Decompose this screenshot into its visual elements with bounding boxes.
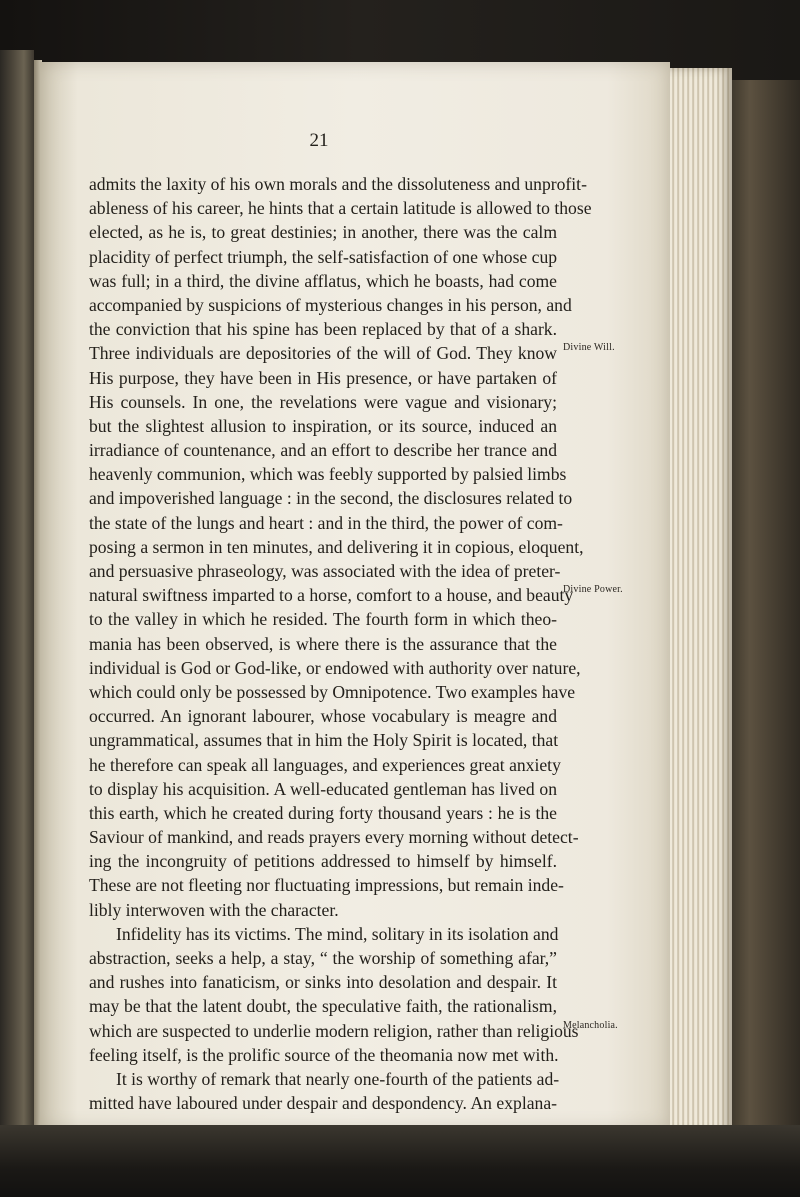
text-line: His counsels. In one, the revelations were vague and visionary; bbox=[89, 391, 557, 412]
text-line: this earth, which he created during forty thousand years : he is the bbox=[89, 802, 557, 823]
text-line: to display his acquisition. A well-educated gentleman has lived on bbox=[89, 778, 557, 799]
text-line: and impoverished language : in the second, the disclosures related to bbox=[89, 488, 573, 509]
left-binding bbox=[0, 50, 34, 1140]
text-line: posing a sermon in ten minutes, and delivering it in copious, eloquent, bbox=[89, 536, 584, 557]
text-line: irradiance of countenance, and an effort to describe her trance and bbox=[89, 440, 557, 461]
text-line: and persuasive phraseology, was associated with the idea of preter- bbox=[89, 561, 561, 581]
text-line: feeling itself, is the prolific source of the theomania now met with. bbox=[89, 1044, 559, 1065]
text-line: libly interwoven with the character. bbox=[89, 899, 339, 920]
text-line: accompanied by suspicions of mysterious changes in his person, and bbox=[89, 294, 572, 315]
stacked-page-edges bbox=[660, 68, 732, 1133]
text-line: he therefore can speak all languages, and experiences great anxiety bbox=[89, 754, 561, 775]
text-line: mania has been observed, is where there is the assurance that the bbox=[89, 633, 557, 654]
text-line: was full; in a third, the divine afflatus, which he boasts, had come bbox=[89, 270, 557, 291]
side-note-divine-will: Divine Will. bbox=[563, 342, 615, 353]
text-line: the state of the lungs and heart : and in the third, the power of com- bbox=[89, 512, 563, 533]
text-line: placidity of perfect triumph, the self-satisfaction of one whose cup bbox=[89, 246, 558, 267]
text-line: mitted have laboured under despair and despondency. An explana- bbox=[89, 1093, 557, 1114]
text-line: These are not fleeting nor fluctuating impressions, but remain inde- bbox=[89, 875, 564, 896]
side-note-divine-power: Divine Power. bbox=[563, 584, 623, 595]
text-line: heavenly communion, which was feebly supported by palsied limbs bbox=[89, 464, 567, 485]
text-line: but the slightest allusion to inspiration, or its source, induced an bbox=[89, 415, 557, 436]
text-line: abstraction, seeks a help, a stay, “ the worship of something afar,” bbox=[89, 948, 557, 968]
text-line: ableness of his career, he hints that a certain latitude is allowed to those bbox=[89, 198, 592, 219]
text-line: natural swiftness imparted to a horse, comfort to a house, and beauty bbox=[89, 585, 574, 606]
text-line: ing the incongruity of petitions addressed to himself by himself. bbox=[89, 851, 557, 872]
right-cover bbox=[728, 80, 800, 1140]
bottom-shadow bbox=[0, 1125, 800, 1197]
text-line: His purpose, they have been in His presence, or have partaken of bbox=[89, 367, 557, 388]
side-note-melancholia: Melancholia. bbox=[563, 1020, 618, 1031]
text-line: Three individuals are depositories of the will of God. They know bbox=[89, 343, 557, 364]
text-line: and rushes into fanaticism, or sinks into desolation and despair. It bbox=[89, 972, 557, 993]
text-line: elected, as he is, to great destinies; in another, there was the calm bbox=[89, 222, 557, 243]
text-line: Saviour of mankind, and reads prayers every morning without detect- bbox=[89, 827, 579, 848]
text-line: may be that the latent doubt, the speculative faith, the rationalism, bbox=[89, 996, 557, 1017]
text-line: individual is God or God-like, or endowed with authority over nature, bbox=[89, 657, 581, 678]
text-line: Infidelity has its victims. The mind, solitary in its isolation and bbox=[116, 923, 559, 944]
text-line: which could only be possessed by Omnipotence. Two examples have bbox=[89, 681, 576, 702]
text-line: ungrammatical, assumes that in him the Holy Spirit is located, that bbox=[89, 730, 559, 751]
text-line: occurred. An ignorant labourer, whose vocabulary is meagre and bbox=[89, 706, 557, 727]
text-line: the conviction that his spine has been replaced by that of a shark. bbox=[89, 319, 557, 340]
text-line: to the valley in which he resided. The fourth form in which theo- bbox=[89, 609, 557, 630]
page-number: 21 bbox=[309, 130, 329, 151]
text-line: which are suspected to underlie modern religion, rather than religious bbox=[89, 1020, 579, 1041]
text-line: It is worthy of remark that nearly one-fourth of the patients ad- bbox=[116, 1068, 560, 1089]
text-line: admits the laxity of his own morals and the dissoluteness and unprofit- bbox=[89, 174, 587, 194]
